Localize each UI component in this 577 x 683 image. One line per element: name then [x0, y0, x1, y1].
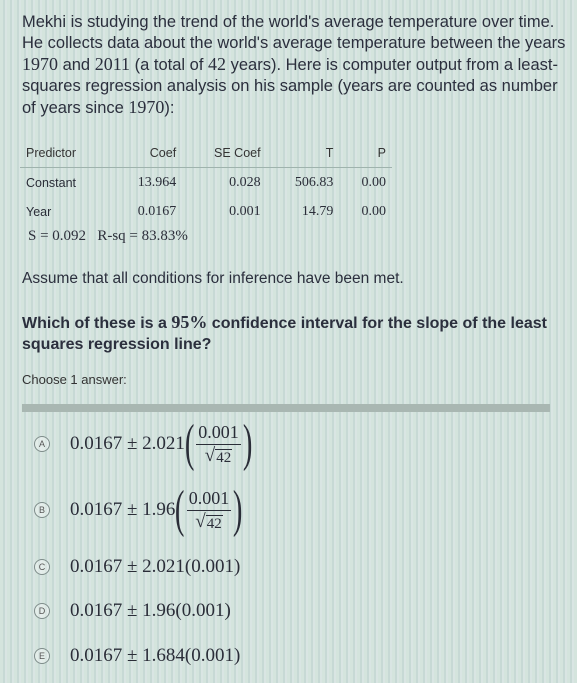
regression-output-table	[20, 142, 392, 226]
choice-b[interactable]	[34, 481, 243, 538]
table-cell: 0.00	[361, 204, 386, 219]
question-text	[22, 312, 562, 355]
choice-e-expression: 0.0167 ± 1.684(0.001)	[70, 645, 241, 666]
choice-a-base: 0.0167 ± 2.021	[70, 433, 185, 454]
choice-letter-e: E	[34, 648, 50, 664]
intro-text: (a total of	[130, 56, 209, 74]
table-cell: 13.964	[137, 175, 177, 190]
intro-text: ):	[164, 99, 175, 117]
left-paren: (	[184, 415, 195, 472]
fraction-denominator	[205, 445, 232, 467]
choice-c-expression: 0.0167 ± 2.021(0.001)	[70, 556, 241, 577]
choice-a-expression	[70, 415, 253, 472]
choice-letter-c: C	[34, 559, 50, 575]
table-cell: 14.79	[301, 204, 334, 219]
table-header-row	[20, 142, 392, 168]
intro-text: years). Here is computer output from a least-squares regression analysis on his sample (years are counted as number of years since	[22, 56, 558, 117]
table-cell: 506.83	[294, 175, 334, 190]
problem-intro	[22, 12, 567, 119]
choice-d[interactable]	[34, 600, 231, 622]
question-part: Which of these is a	[22, 315, 172, 332]
choice-letter-b: B	[34, 502, 50, 518]
choice-letter-d: D	[34, 603, 50, 619]
sqrt-icon: √	[204, 445, 216, 466]
left-paren: (	[175, 481, 185, 538]
header-t: T	[267, 142, 340, 168]
right-paren: )	[233, 481, 243, 538]
table-row	[20, 168, 392, 198]
fraction	[196, 421, 241, 467]
divider-bar	[22, 404, 550, 412]
choose-label: Choose 1 answer:	[22, 372, 127, 387]
header-se-coef: SE Coef	[182, 142, 266, 168]
sqrt-radicand: 42	[216, 450, 232, 466]
right-paren: )	[242, 415, 253, 472]
year-end: 2011	[94, 54, 131, 74]
header-p: P	[339, 142, 392, 168]
table-cell: 0.0167	[137, 204, 177, 219]
header-coef: Coef	[109, 142, 182, 168]
table-cell: 0.00	[361, 175, 386, 190]
table-row	[20, 197, 392, 226]
fraction-denominator	[195, 511, 222, 533]
since-year: 1970	[128, 97, 165, 117]
header-predictor: Predictor	[20, 142, 109, 168]
stat-s: S = 0.092	[28, 228, 87, 244]
fraction-numerator: 0.001	[196, 421, 241, 445]
intro-text: and	[58, 56, 95, 74]
choice-d-expression: 0.0167 ± 1.96(0.001)	[70, 600, 231, 621]
intro-text: Mekhi is studying the trend of the world's average temperature over time. He collects data about the world's average temperature between the years	[22, 13, 566, 52]
choice-letter-a: A	[34, 436, 50, 452]
table-cell: 0.001	[229, 204, 261, 219]
choice-a[interactable]	[34, 415, 253, 472]
year-start: 1970	[22, 54, 58, 74]
num-years: 42	[208, 54, 227, 74]
assumption-text: Assume that all conditions for inference have been met.	[22, 270, 404, 287]
table-cell: Constant	[26, 176, 77, 190]
sqrt-radicand: 42	[206, 516, 222, 532]
confidence-level: 95%	[171, 312, 208, 332]
choice-c[interactable]	[34, 556, 240, 578]
question-part: confidence interval for the slope of the least squares regression line?	[22, 315, 547, 353]
stat-rsq: R-sq = 83.83%	[97, 228, 188, 244]
table-cell: 0.028	[229, 175, 261, 190]
fraction-numerator: 0.001	[187, 487, 232, 511]
sqrt-icon: √	[195, 511, 206, 532]
fraction	[187, 487, 232, 533]
choice-e[interactable]	[34, 645, 240, 667]
table-cell: Year	[26, 205, 52, 219]
choice-b-base: 0.0167 ± 1.96	[70, 499, 176, 520]
choice-b-expression	[70, 481, 243, 538]
regression-stats	[28, 228, 188, 245]
